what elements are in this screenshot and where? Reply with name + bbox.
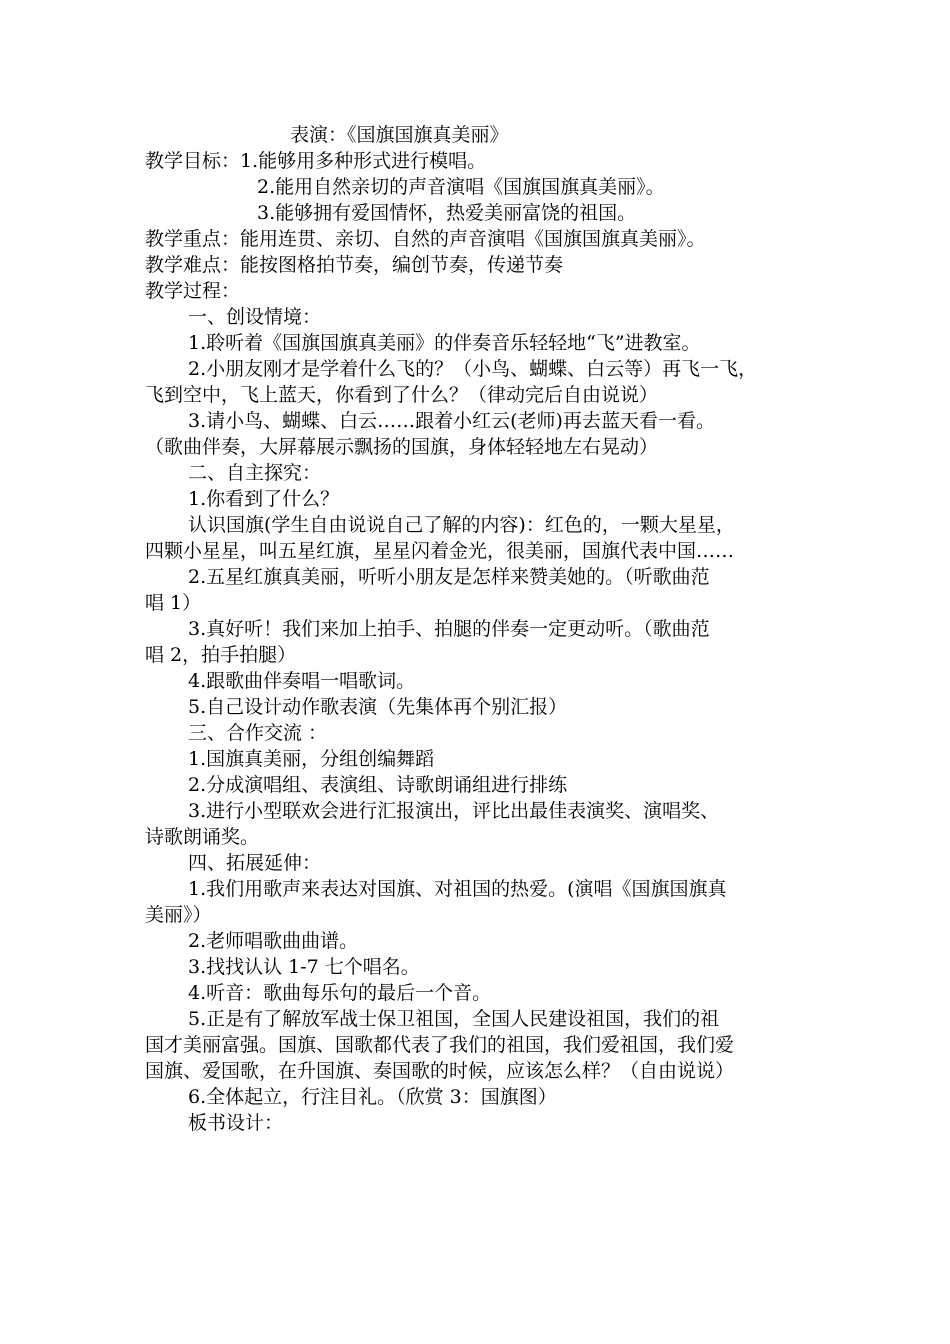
objective-item: 2.能用自然亲切的声音演唱《国旗国旗真美丽》。 <box>257 176 665 198</box>
paragraph-line: （歌曲伴奏，大屏幕展示飘扬的国旗，身体轻轻地左右晃动） <box>145 436 659 458</box>
paragraph-line: 3.进行小型联欢会进行汇报演出，评比出最佳表演奖、演唱奖、 <box>188 800 720 822</box>
paragraph-line: 5.正是有了解放军战士保卫祖国，全国人民建设祖国，我们的祖 <box>188 1008 720 1030</box>
paragraph-line: 2.老师唱歌曲曲谱。 <box>188 930 359 952</box>
paragraph-line: 4.跟歌曲伴奏唱一唱歌词。 <box>188 670 416 692</box>
objective-item: 3.能够拥有爱国情怀，热爱美丽富饶的祖国。 <box>257 202 637 224</box>
paragraph-line: 1.国旗真美丽，分组创编舞蹈 <box>188 748 435 770</box>
paragraph-line: 国才美丽富强。国旗、国歌都代表了我们的祖国，我们爱祖国，我们爱 <box>145 1034 735 1056</box>
paragraph-line: 3.找找认认 1-7 七个唱名。 <box>188 956 420 978</box>
paragraph-line: 2.五星红旗真美丽，听听小朋友是怎样来赞美她的。（听歌曲范 <box>188 566 710 588</box>
paragraph-line: 1.聆听着《国旗国旗真美丽》的伴奏音乐轻轻地“飞”进教室。 <box>188 332 701 354</box>
paragraph-line: 3.请小鸟、蝴蝶、白云……跟着小红云(老师)再去蓝天看一看。 <box>188 410 715 432</box>
teaching-focus: 教学重点：能用连贯、亲切、自然的声音演唱《国旗国旗真美丽》。 <box>145 228 706 250</box>
paragraph-line: 诗歌朗诵奖。 <box>145 826 260 848</box>
section-heading: 一、创设情境： <box>188 306 322 328</box>
paragraph-line: 2.分成演唱组、表演组、诗歌朗诵组进行排练 <box>188 774 568 796</box>
paragraph-line: 3.真好听！我们来加上拍手、拍腿的伴奏一定更动听。（歌曲范 <box>188 618 710 640</box>
objectives-row <box>145 148 805 174</box>
teaching-difficulty: 教学难点：能按图格拍节奏，编创节奏，传递节奏 <box>145 254 564 276</box>
section-heading: 二、自主探究： <box>188 462 322 484</box>
document-title: 表演：《国旗国旗真美丽》 <box>290 124 509 146</box>
process-label: 教学过程： <box>145 280 241 302</box>
board-design-label: 板书设计： <box>188 1112 284 1134</box>
paragraph-line: 飞到空中，飞上蓝天，你看到了什么？（律动完后自由说说） <box>145 384 659 406</box>
objective-item: 1.能够用多种形式进行模唱。 <box>240 150 487 172</box>
paragraph-line: 唱 1） <box>145 592 202 614</box>
objectives-label: 教学目标： <box>145 150 241 172</box>
paragraph-line: 1.你看到了什么？ <box>188 488 340 510</box>
paragraph-line: 6.全体起立，行注目礼。（欣赏 3：国旗图） <box>188 1086 557 1108</box>
paragraph-line: 4.听音：歌曲每乐句的最后一个音。 <box>188 982 492 1004</box>
paragraph-line: 认识国旗(学生自由说说自己了解的内容)：红色的，一颗大星星， <box>188 514 735 536</box>
paragraph-line: 唱 2，拍手拍腿） <box>145 644 297 666</box>
paragraph-line: 5.自己设计动作歌表演（先集体再个别汇报） <box>188 696 568 718</box>
section-heading: 四、拓展延伸： <box>188 852 322 874</box>
paragraph-line: 国旗、爱国歌，在升国旗、奏国歌的时候，应该怎么样？（自由说说） <box>145 1060 735 1082</box>
paragraph-line: 1.我们用歌声来表达对国旗、对祖国的热爱。(演唱《国旗国旗真 <box>188 878 727 900</box>
paragraph-line: 2.小朋友刚才是学着什么飞的？（小鸟、蝴蝶、白云等）再飞一飞， <box>188 358 758 380</box>
paragraph-line: 美丽》） <box>145 904 212 926</box>
section-heading: 三、合作交流 ： <box>188 722 328 744</box>
paragraph-line: 四颗小星星，叫五星红旗，星星闪着金光，很美丽，国旗代表中国…… <box>145 540 735 562</box>
